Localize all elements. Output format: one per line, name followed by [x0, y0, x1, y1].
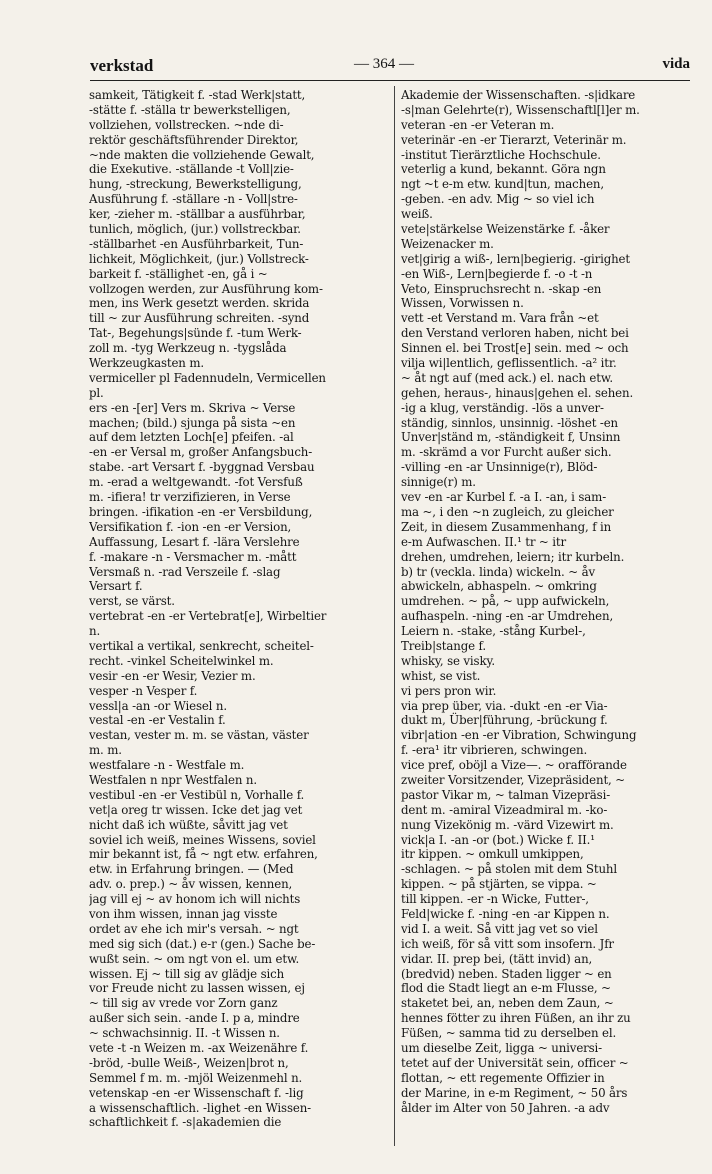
text-line: soviel ich weiß, meines Wissens, soviel [89, 832, 316, 847]
text-line: vice pref, oböjl a Vize—. ~ orafförande [401, 758, 627, 773]
text-line: Wissen, Vorwissen n. [401, 296, 524, 311]
text-line: ~ åt ngt auf (med ack.) el. nach etw. [401, 370, 613, 385]
text-line: kippen. ~ på stjärten, se vippa. ~ [401, 877, 597, 892]
text-line: f. -era¹ itr vibrieren, schwingen. [401, 743, 588, 758]
text-line: nicht daß ich wüßte, såvitt jag vet [89, 817, 288, 832]
text-line: dent m. -amiral Vizeadmiral m. -ko- [401, 802, 608, 817]
text-line: vete -t -n Weizen m. -ax Weizenähre f. [89, 1041, 309, 1055]
text-line: vick|a I. -an -or (bot.) Wicke f. II.¹ [401, 832, 595, 847]
text-line: -en Wiß-, Lern|begierde f. -o -t -n [401, 266, 593, 281]
text-line: Weizenacker m. [401, 236, 494, 251]
text-line: vilja wi|lentlich, geflissentlich. -a² itr. [401, 356, 617, 371]
text-line: vertikal a vertikal, senkrecht, scheitel- [89, 638, 314, 653]
text-line: Versmaß n. -rad Verszeile f. -slag [89, 564, 281, 579]
text-line: Treib|stange f. [401, 638, 486, 653]
text-line: via prep über, via. -dukt -en -er Via- [401, 698, 608, 713]
text-line: -stätte f. -ställa tr bewerkstelligen, [89, 102, 291, 117]
text-line: vermiceller pl Fadennudeln, Vermicellen [89, 370, 326, 385]
text-line: barkeit f. -ställighet -en, gå i ~ [89, 266, 268, 281]
text-line: bringen. -ifikation -en -er Versbildung, [89, 504, 313, 519]
text-line: -schlagen. ~ på stolen mit dem Stuhl [401, 862, 617, 877]
text-line: gehen, heraus-, hinaus|gehen el. sehen. [401, 385, 634, 400]
text-line: den Verstand verloren haben, nicht bei [401, 326, 629, 341]
text-line: -en -er Versal m, großer Anfangsbuch- [89, 445, 313, 460]
text-line: tunlich, möglich, (jur.) vollstreckbar. [89, 222, 301, 237]
text-line: umdrehen. ~ på, ~ upp aufwickeln, [401, 594, 610, 609]
text-line: wissen. Ej ~ till sig av glädje sich [89, 966, 285, 981]
text-line: außer sich sein. -ande I. p a, mindre [89, 1011, 300, 1026]
text-line: veterlig a kund, bekannt. Göra ngn [401, 162, 606, 177]
text-line: -ig a klug, verständig. -lös a unver- [401, 400, 604, 415]
text-line: till kippen. -er -n Wicke, Futter-, [401, 892, 589, 907]
text-line: jag vill ej ~ av honom ich will nichts [89, 892, 301, 907]
text-line: pl. [89, 385, 104, 400]
text-line: vet|a oreg tr wissen. Icke det jag vet [89, 802, 303, 817]
text-line: a wissenschaftlich. -lighet -en Wissen- [89, 1100, 311, 1115]
text-line: vessl|a -an -or Wiesel n. [89, 698, 227, 713]
text-line: stabe. -art Versart f. -byggnad Versbau [89, 460, 315, 475]
column-divider [394, 86, 395, 1146]
text-line: ~nde makten die vollziehende Gewalt, [89, 147, 315, 162]
text-line: med sig sich (dat.) e-r (gen.) Sache be- [89, 936, 316, 951]
text-line: ma ~, i den ~n zugleich, zu gleicher [401, 504, 614, 519]
text-line: vetenskap -en -er Wissenschaft f. -lig [89, 1085, 304, 1100]
text-line: sinnige(r) m. [401, 475, 476, 490]
text-line: Akademie der Wissenschaften. -s|idkare [401, 88, 636, 102]
text-line: nung Vizekönig m. -värd Vizewirt m. [401, 817, 614, 832]
text-line: hennes fötter zu ihren Füßen, an ihr zu [401, 1011, 631, 1026]
text-line: verst, se värst. [89, 594, 175, 609]
left-column [89, 88, 389, 1130]
text-line: ständig, sinnlos, unsinnig. -löshet -en [401, 415, 618, 430]
text-line: ålder im Alter von 50 Jahren. -a adv [401, 1100, 610, 1115]
header-right-catchword: vida [662, 56, 690, 72]
text-line: um dieselbe Zeit, ligga ~ universi- [401, 1041, 603, 1055]
text-line: f. -makare -n - Versmacher m. -mått [89, 549, 297, 564]
text-line: Semmel f m. m. -mjöl Weizenmehl n. [89, 1070, 303, 1085]
text-line: vett -et Verstand m. Vara från ~et [401, 311, 599, 326]
text-line: ordet av ehe ich mir's versah. ~ ngt [89, 921, 299, 936]
text-line: -bröd, -bulle Weiß-, Weizen|brot n, [89, 1055, 289, 1070]
text-line: mir bekannt ist, få ~ ngt etw. erfahren, [89, 847, 318, 862]
text-line: vete|stärkelse Weizenstärke f. -åker [401, 222, 610, 237]
text-line: dukt m, Über|führung, -brückung f. [401, 713, 608, 728]
text-line: men, ins Werk gesetzt werden. skrida [89, 296, 310, 311]
text-line: itr kippen. ~ omkull umkippen, [401, 847, 584, 862]
text-line: machen; (bild.) sjunga på sista ~en [89, 415, 296, 430]
text-line: vid I. a weit. Så vitt jag vet so viel [401, 921, 598, 936]
text-line: Versifikation f. -ion -en -er Version, [89, 519, 292, 534]
text-line: flod die Stadt liegt an e-m Flusse, ~ [401, 981, 611, 996]
text-line: vollzogen werden, zur Ausführung kom- [89, 281, 323, 296]
text-line: ~ schwachsinnig. II. -t Wissen n. [89, 1026, 280, 1041]
text-line: schaftlichkeit f. -s|akademien die [89, 1115, 282, 1130]
text-line: -institut Tierärztliche Hochschule. [401, 147, 601, 162]
text-line: staketet bei, an, neben dem Zaun, ~ [401, 996, 614, 1011]
text-line: ngt ~t e-m etw. kund|tun, machen, [401, 177, 604, 192]
text-line: von ihm wissen, innan jag visste [89, 906, 278, 921]
text-line: adv. o. prep.) ~ åv wissen, kennen, [89, 877, 293, 892]
text-line: der Marine, in e-m Regiment, ~ 50 års [401, 1085, 628, 1100]
text-line: Westfalen n npr Westfalen n. [89, 772, 257, 787]
text-line: Auffassung, Lesart f. -lära Verslehre [89, 534, 300, 549]
text-line: ich weiß, för så vitt som insofern. Jfr [401, 936, 614, 951]
text-line: Tat-, Begehungs|sünde f. -tum Werk- [89, 326, 302, 341]
text-line: m. -erad a weltgewandt. -fot Versfuß [89, 475, 303, 490]
right-column [401, 88, 701, 1115]
text-line: vesper -n Vesper f. [89, 683, 198, 698]
text-line: ers -en -[er] Vers m. Skriva ~ Verse [89, 400, 296, 415]
text-line: whist, se vist. [401, 668, 481, 683]
text-line: vestal -en -er Vestalin f. [89, 713, 226, 728]
text-line: westfalare -n - Westfale m. [89, 758, 245, 773]
text-line: rektör geschäftsführender Direktor, [89, 132, 299, 147]
text-line: die Exekutive. -ställande -t Voll|zie- [89, 162, 294, 177]
text-line: tetet auf der Universität sein, officer ~ [401, 1055, 629, 1070]
text-line: pastor Vikar m, ~ talman Vizepräsi- [401, 787, 611, 802]
text-line: Versart f. [89, 579, 143, 594]
text-line: recht. -vinkel Scheitelwinkel m. [89, 653, 274, 668]
text-line: auf dem letzten Loch[e] pfeifen. -al [89, 430, 294, 445]
text-line: m. -skrämd a vor Furcht außer sich. [401, 445, 612, 460]
text-line: vollziehen, vollstrecken. ~nde di- [89, 117, 284, 132]
text-line: drehen, umdrehen, leiern; itr kurbeln. [401, 549, 625, 564]
text-line: -villing -en -ar Unsinnige(r), Blöd- [401, 460, 598, 475]
text-line: Füßen, ~ samma tid zu derselben el. [401, 1026, 617, 1041]
text-line: lichkeit, Möglichkeit, (jur.) Vollstreck- [89, 251, 309, 266]
text-line: vertebrat -en -er Vertebrat[e], Wirbeltier [89, 609, 327, 624]
text-line: veterinär -en -er Tierarzt, Veterinär m. [401, 132, 627, 147]
text-line: vibr|ation -en -er Vibration, Schwingung [401, 728, 637, 743]
text-line: vesir -en -er Wesir, Vezier m. [89, 668, 256, 683]
page-number: — 364 — [354, 56, 414, 72]
text-line: ker, -zieher m. -ställbar a ausführbar, [89, 207, 306, 222]
text-line: abwickeln, abhaspeln. ~ omkring [401, 579, 597, 594]
text-line: Feld|wicke f. -ning -en -ar Kippen n. [401, 906, 610, 921]
text-line: zoll m. -tyg Werkzeug n. -tygslåda [89, 341, 287, 356]
text-line: till ~ zur Ausführung schreiten. -synd [89, 311, 310, 326]
text-line: vev -en -ar Kurbel f. -a I. -an, i sam- [401, 490, 607, 505]
text-line: hung, -streckung, Bewerkstelligung, [89, 177, 302, 192]
text-line: whisky, se visky. [401, 653, 495, 668]
text-line: -geben. -en adv. Mig ~ so viel ich [401, 192, 595, 207]
text-line: flottan, ~ ett regemente Offizier in [401, 1070, 605, 1085]
text-line: Zeit, in diesem Zusammenhang, f in [401, 519, 612, 534]
text-line: etw. in Erfahrung bringen. — (Med [89, 862, 294, 877]
header-left-catchword: verkstad [90, 56, 154, 75]
text-line: Sinnen el. bei Trost[e] sein. med ~ och [401, 341, 629, 356]
text-line: b) tr (veckla. linda) wickeln. ~ åv [401, 564, 595, 579]
text-line: Ausführung f. -ställare -n - Voll|stre- [89, 192, 298, 207]
text-line: n. [89, 624, 101, 639]
text-line: Leiern n. -stake, -stång Kurbel-, [401, 624, 586, 639]
text-line: veteran -en -er Veteran m. [401, 117, 555, 132]
text-line: weiß. [401, 207, 433, 222]
text-line: m. m. [89, 743, 122, 758]
text-line: m. -ifiera! tr verzifizieren, in Verse [89, 490, 291, 505]
text-line: wußt sein. ~ om ngt von el. um etw. [89, 951, 300, 966]
text-line: (bredvid) neben. Staden ligger ~ en [401, 966, 612, 981]
text-line: Werkzeugkasten m. [89, 356, 204, 371]
text-line: -s|man Gelehrte(r), Wissenschaftl[l]er m. [401, 102, 640, 117]
text-line: vet|girig a wiß-, lern|begierig. -girighet [401, 251, 630, 266]
text-line: vidar. II. prep bei, (tätt invid) an, [401, 951, 593, 966]
text-line: ~ till sig av vrede vor Zorn ganz [89, 996, 278, 1011]
text-line: zweiter Vorsitzender, Vizepräsident, ~ [401, 772, 625, 787]
text-line: vestibul -en -er Vestibül n, Vorhalle f. [89, 787, 305, 802]
page-header [90, 56, 690, 81]
text-line: vi pers pron wir. [401, 683, 497, 698]
text-line: vor Freude nicht zu lassen wissen, ej [89, 981, 305, 996]
text-line: vestan, vester m. m. se västan, väster [89, 728, 309, 743]
text-line: -ställbarhet -en Ausführbarkeit, Tun- [89, 236, 304, 251]
text-line: aufhaspeln. -ning -en -ar Umdrehen, [401, 609, 614, 624]
text-line: e-m Aufwaschen. II.¹ tr ~ itr [401, 534, 566, 549]
text-line: Veto, Einspruchsrecht n. -skap -en [401, 281, 602, 296]
text-line: Unver|ständ m, -ständigkeit f, Unsinn [401, 430, 621, 445]
text-line: samkeit, Tätigkeit f. -stad Werk|statt, [89, 88, 306, 102]
